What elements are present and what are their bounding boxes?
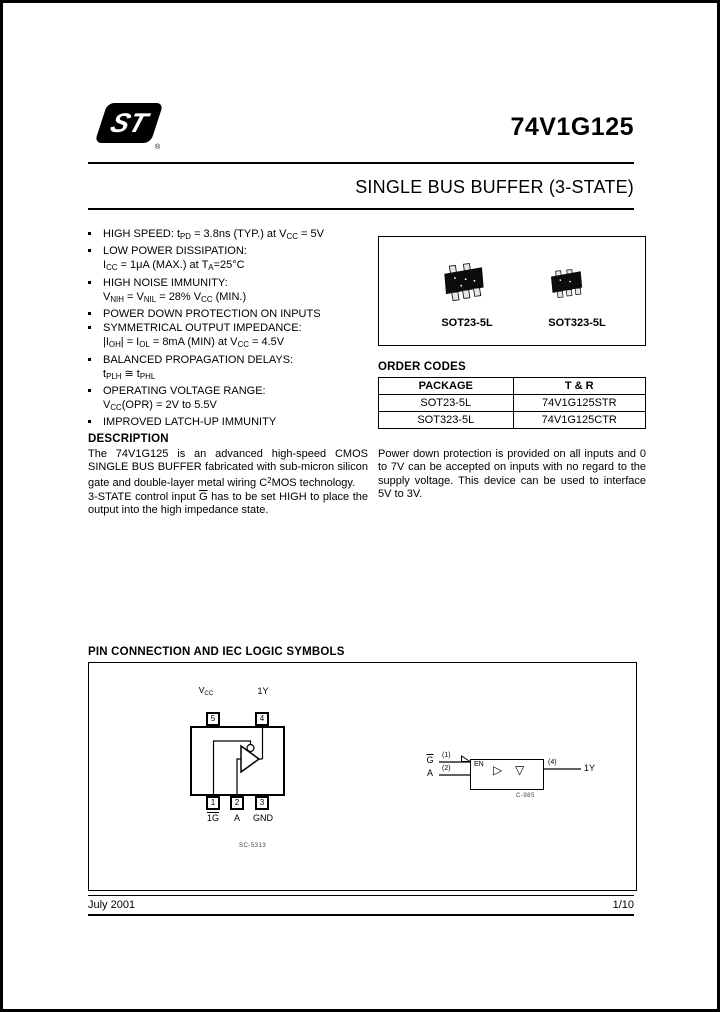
- sot323-5l-package-icon: [541, 265, 597, 305]
- feature-item: [88, 353, 370, 384]
- feature-item: [88, 244, 370, 275]
- package-outline: [190, 726, 285, 796]
- order-codes-heading: ORDER CODES: [378, 361, 466, 373]
- feature-item: [88, 227, 370, 244]
- bullet-icon: [88, 276, 103, 307]
- footer-page-number: 1/10: [612, 899, 634, 911]
- feature-item: [88, 307, 370, 321]
- table-cell-order-code: 74V1G125STR: [513, 395, 645, 412]
- feature-text: HIGH NOISE IMMUNITY: $V_{NIH} = V_{NIL} = 28\%$ $V_{CC}$ (MIN.): [103, 276, 247, 304]
- bullet-icon: [88, 321, 103, 352]
- iec-pin-number-4: (4): [548, 759, 557, 766]
- header-rule-bottom: [88, 208, 634, 210]
- feature-item: [88, 415, 370, 429]
- iec-input-label-g: $\overline{G}$: [426, 755, 434, 765]
- footer-rule-top: [88, 895, 634, 896]
- table-cell-package: SOT23-5L: [379, 395, 514, 412]
- bullet-icon: [88, 244, 103, 275]
- feature-item: [88, 384, 370, 415]
- feature-text: LOW POWER DISSIPATION: $I_{CC} = 1\mu A$ (MAX.) at $T_A=25^\circ C$: [103, 245, 247, 273]
- order-codes-table: [378, 377, 646, 429]
- description-body: [88, 448, 368, 517]
- st-logo-shape: [95, 103, 164, 143]
- page-subtitle: SINGLE BUS BUFFER (3-STATE): [355, 177, 634, 197]
- pin-label-1y: 1Y: [257, 686, 269, 696]
- st-logo-text: ST: [107, 107, 152, 138]
- feature-text: POWER DOWN PROTECTION ON INPUTS: [103, 308, 321, 321]
- iec-pin-number-1: (1): [442, 752, 451, 759]
- pin-label-gnd: GND: [253, 813, 273, 823]
- feature-text: BALANCED PROPAGATION DELAYS: $t_{PLH}$ ≅ $t_{PHL}$: [103, 353, 294, 381]
- power-protection-note: Power down protection is provided on all inputs and 0 to 7V can be accepted on inputs with no regard to the supply voltage. This device can be used to interface 5V to 3V.: [378, 448, 646, 501]
- feature-text: OPERATING VOLTAGE RANGE: $V_{CC}(OPR) = 2V$ to 5.5V: [103, 385, 266, 413]
- bullet-icon: [88, 307, 103, 321]
- header-rule-top: [88, 162, 634, 164]
- figure-code: SC-5313: [239, 843, 267, 849]
- feature-text: IMPROVED LATCH-UP IMMUNITY: [103, 416, 277, 429]
- pin-number-2: 2: [230, 796, 244, 810]
- table-row: [379, 395, 646, 412]
- footer-date: July 2001: [88, 899, 136, 911]
- figure-code: C-985: [516, 793, 535, 799]
- pin-label-1g: 1G: [206, 813, 219, 823]
- footer-rule-bottom: [88, 914, 634, 916]
- table-cell-order-code: 74V1G125CTR: [513, 412, 645, 429]
- feature-item: [88, 276, 370, 307]
- tristate-triangle-icon: ▽: [515, 763, 525, 777]
- table-cell-package: SOT323-5L: [379, 412, 514, 429]
- pin-label-vcc: $V_{CC}$: [198, 685, 214, 697]
- package-label-sot323: SOT323-5L: [548, 317, 606, 329]
- bullet-icon: [88, 384, 103, 415]
- registered-trademark-icon: ®: [155, 144, 161, 151]
- bullet-icon: [88, 415, 103, 429]
- pin-number-4: 4: [255, 712, 269, 726]
- feature-text: HIGH SPEED: $t_{PD} = 3.8ns$ (TYP.) at $V_{CC} = 5V$: [103, 228, 324, 241]
- pin-diagram-box: [88, 662, 637, 891]
- bullet-icon: [88, 353, 103, 384]
- iec-output-label-1y: 1Y: [584, 763, 596, 773]
- bullet-icon: [88, 227, 103, 244]
- iec-en-label: EN: [474, 761, 484, 768]
- pin-section-heading: PIN CONNECTION AND IEC LOGIC SYMBOLS: [88, 646, 345, 658]
- column-header-package: PACKAGE: [379, 378, 514, 395]
- package-photo-box: [378, 236, 646, 346]
- part-number-title: 74V1G125: [510, 113, 634, 141]
- diagram-wires-svg: [89, 663, 636, 890]
- pin-number-3: 3: [255, 796, 269, 810]
- column-header-tr: T & R: [513, 378, 645, 395]
- iec-pin-number-2: (2): [442, 765, 451, 772]
- description-heading: DESCRIPTION: [88, 433, 169, 445]
- iec-input-label-a: A: [426, 768, 433, 778]
- features-list: [88, 227, 370, 430]
- description-paragraph: The 74V1G125 is an advanced high-speed CMOS SINGLE BUS BUFFER fabricated with sub-micron silicon gate and double-layer metal wiring $C^2MOS$ technology.: [88, 448, 368, 490]
- table-row: [379, 412, 646, 429]
- feature-text: SYMMETRICAL OUTPUT IMPEDANCE: $|I_{OH}| = I_{OL} = 8mA$ (MIN) at $V_{CC} = 4.5V$: [103, 322, 302, 350]
- feature-item: [88, 321, 370, 352]
- package-label-sot23: SOT23-5L: [441, 317, 493, 329]
- pin-number-5: 5: [206, 712, 220, 726]
- pin-label-a: A: [233, 813, 240, 823]
- description-paragraph: 3-STATE control input $\overline{G}$ has to be set HIGH to place the output into the high impedance state.: [88, 490, 368, 516]
- sot23-5l-package-icon: [431, 259, 503, 309]
- pin-number-1: 1: [206, 796, 220, 810]
- buffer-triangle-icon: ▷: [493, 763, 503, 777]
